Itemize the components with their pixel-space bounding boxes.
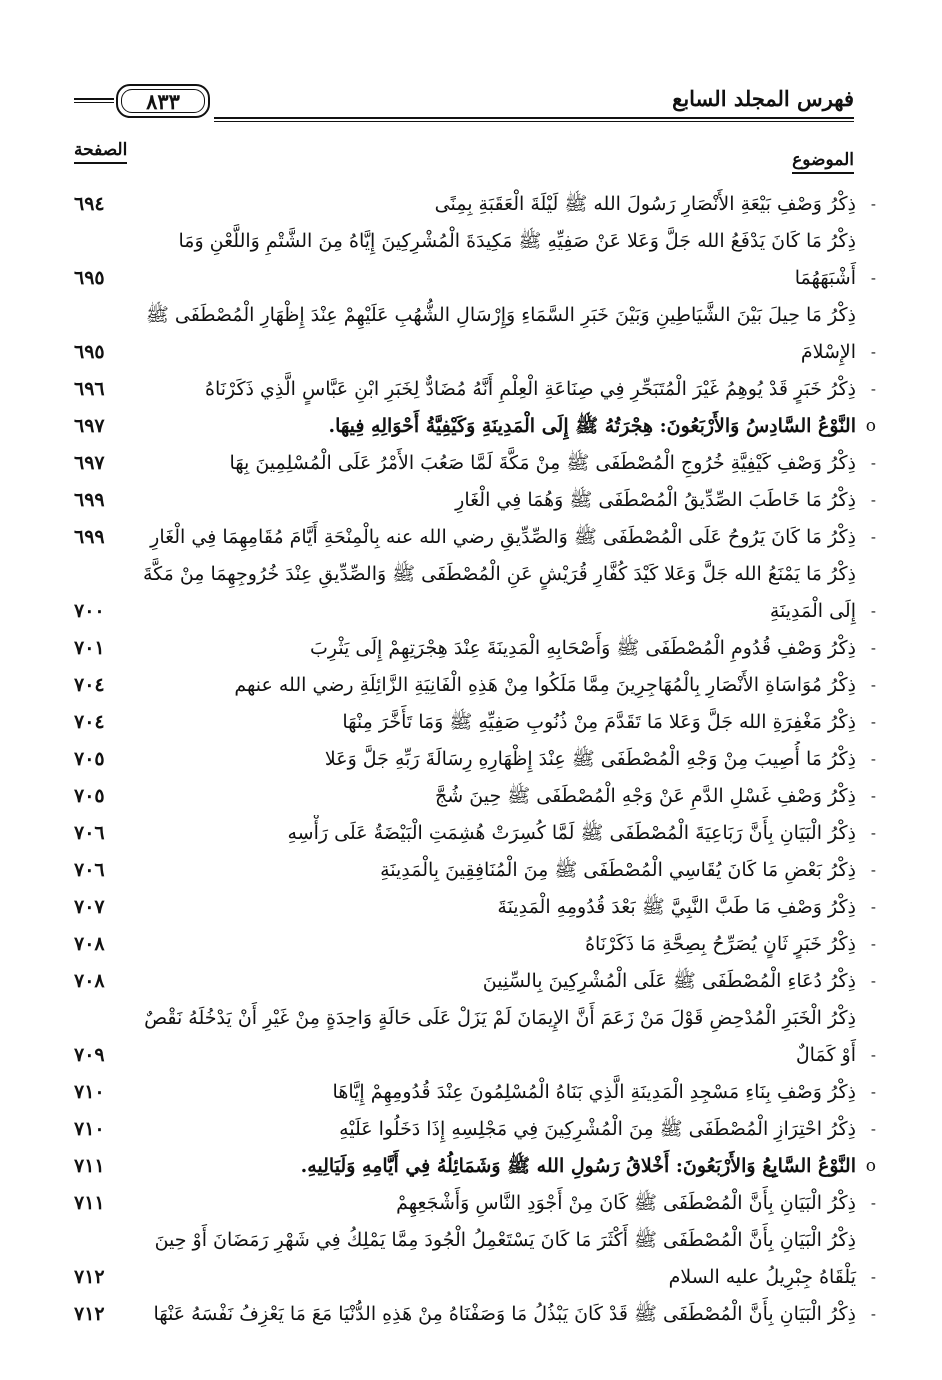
header-rule-right-thin [214, 121, 854, 122]
entry-page-number: ٧٠٥ [74, 785, 105, 807]
entry-title: ذِكْرُ الْبَيَانِ بِأَنَّ الْمُصْطَفَى ﷺ أَكْثَرَ مَا كَانَ يَسْتَعْمِلُ الْجُودَ مِمَّا يَمْلِكُ فِي شَهْرِ رَمَضَانَ أَوْ حِينَ يَلْقَاهُ جِبْرِيلُ عليه السلام [154, 1229, 856, 1288]
header-rule-left [74, 98, 114, 100]
entry-page-number: ٧٠٩ [74, 1044, 105, 1066]
index-entry [74, 1000, 876, 1074]
section-bullet: o [865, 416, 876, 436]
page-header [74, 80, 854, 124]
index-entry [74, 1111, 876, 1148]
header-rule-left-thin [74, 102, 114, 103]
entry-page-number: ٧٠٤ [74, 711, 105, 733]
index-entry [74, 815, 876, 852]
entry-page-number: ٧٠٥ [74, 748, 105, 770]
entry-page-number: ٦٩٥ [74, 267, 105, 289]
entry-title: ذِكْرُ الْبَيَانِ بِأَنَّ الْمُصْطَفَى ﷺ قَدْ كَانَ يَبْذُلُ مَا وَصَفْنَاهُ مِنْ هَذِهِ الدُّنْيَا مَعَ مَا يَعْزِفُ نَفْسَهُ عَنْهَا [153, 1303, 856, 1325]
entry-dash: - [870, 639, 876, 657]
entry-title: ذِكْرُ بَعْضِ مَا كَانَ يُقَاسِي الْمُصْطَفَى ﷺ مِنَ الْمُنَافِقِينَ بِالْمَدِينَةِ [380, 859, 856, 881]
entry-title: ذِكْرُ وَصْفِ بَيْعَةِ الأَنْصَارِ رَسُولَ الله ﷺ لَيْلَةَ الْعَقَبَةِ بِمِنًى [434, 193, 856, 215]
entry-page-number: ٧١١ [74, 1155, 105, 1177]
page-number-box [116, 84, 210, 118]
entry-title: ذِكْرُ وَصْفِ بِنَاءِ مَسْجِدِ الْمَدِينَةِ الَّذِي بَنَاهُ الْمُسْلِمُونَ عِنْدَ قُدُومِهِمْ إِيَّاهَا [332, 1081, 856, 1103]
entry-page-number: ٧٠٦ [74, 822, 105, 844]
entry-page-number: ٦٩٦ [74, 378, 105, 400]
entry-title: ذِكْرُ الْبَيَانِ بِأَنَّ الْمُصْطَفَى ﷺ كَانَ مِنْ أَجْوَدِ النَّاسِ وَأَشْجَعِهِمْ [396, 1192, 856, 1214]
entry-title: النَّوْعُ السَّادِسُ وَالأَرْبَعُونَ: هِجْرَتُهُ ﷺ إِلَى الْمَدِينَةِ وَكَيْفِيَّةُ أَحْوَالِهِ فِيهَا. [328, 415, 856, 437]
entry-dash: - [870, 1046, 876, 1064]
section-bullet: o [865, 1156, 876, 1176]
entry-dash: - [870, 343, 876, 361]
entry-dash: - [870, 454, 876, 472]
entry-dash: - [870, 898, 876, 916]
section-heading-entry [74, 408, 876, 445]
entry-title: ذِكْرُ وَصْفِ قُدُومِ الْمُصْطَفَى ﷺ وَأَصْحَابِهِ الْمَدِينَةَ عِنْدَ هِجْرَتِهِمْ إِلَى يَثْرِبَ [309, 637, 856, 659]
entry-page-number: ٧٠٧ [74, 896, 105, 918]
index-entry [74, 1296, 876, 1333]
index-entry [74, 852, 876, 889]
entry-dash: - [870, 1120, 876, 1138]
index-entry [74, 371, 876, 408]
entry-title: ذِكْرُ الْبَيَانِ بِأَنَّ رَبَاعِيَةَ الْمُصْطَفَى ﷺ لَمَّا كُسِرَتْ هُشِمَتِ الْبَيْضَةُ عَلَى رَأْسِهِ [287, 822, 856, 844]
entry-title: ذِكْرُ وَصْفِ غَسْلِ الدَّمِ عَنْ وَجْهِ الْمُصْطَفَى ﷺ حِينَ شُجَّ [435, 785, 856, 807]
entry-dash: - [870, 935, 876, 953]
entry-page-number: ٦٩٩ [74, 526, 105, 548]
index-entry [74, 186, 876, 223]
entry-title: ذِكْرُ مَا خَاطَبَ الصِّدِّيقُ الْمُصْطَفَى ﷺ وَهُمَا فِي الْغَارِ [455, 489, 856, 511]
entry-page-number: ٦٩٧ [74, 452, 105, 474]
entry-page-number: ٧٠٨ [74, 933, 105, 955]
entry-dash: - [870, 195, 876, 213]
index-entry [74, 223, 876, 297]
page-column-heading: الصفحة [74, 140, 127, 164]
entry-dash: - [870, 1268, 876, 1286]
entry-title: ذِكْرُ الْخَبَرِ الْمُدْحِضِ قَوْلَ مَنْ زَعَمَ أَنَّ الإِيمَانَ لَمْ يَزَلْ عَلَى حَالَةٍ وَاحِدَةٍ مِنْ غَيْرِ أَنْ يَدْخُلَهُ نَقْصٌ أَوْ كَمَالٌ [144, 1007, 856, 1066]
entry-title: النَّوْعُ السَّابِعُ وَالأَرْبَعُونَ: أَخْلاقُ رَسُولِ الله ﷺ وَشَمَائِلُهُ فِي أَيَّامِهِ وَلَيَالِيهِ. [300, 1155, 856, 1177]
entry-title: ذِكْرُ مَا كَانَ يَدْفَعُ الله جَلَّ وَعَلا عَنْ صَفِيِّهِ ﷺ مَكِيدَةَ الْمُشْرِكِينَ إِيَّاهُ مِنَ الشَّتْمِ وَاللَّعْنِ وَمَا أَشْبَهَهُمَا [178, 230, 856, 289]
index-entry [74, 519, 876, 556]
entry-dash: - [870, 713, 876, 731]
index-entry [74, 297, 876, 371]
entry-dash: - [870, 491, 876, 509]
entry-dash: - [870, 528, 876, 546]
entry-page-number: ٧١٠ [74, 1118, 105, 1140]
index-entry [74, 482, 876, 519]
index-entry [74, 704, 876, 741]
index-entry [74, 445, 876, 482]
entry-page-number: ٧٠٤ [74, 674, 105, 696]
entry-page-number: ٦٩٩ [74, 489, 105, 511]
entry-dash: - [870, 1083, 876, 1101]
entry-page-number: ٧١٢ [74, 1266, 105, 1288]
entry-page-number: ٧٠٠ [74, 600, 105, 622]
index-entry [74, 963, 876, 1000]
entry-page-number: ٧١١ [74, 1192, 105, 1214]
entry-title: ذِكْرُ خَبَرٍ قَدْ يُوهِمُ غَيْرَ الْمُتَبَحِّرِ فِي صِنَاعَةِ الْعِلْمِ أَنَّهُ مُضَادٌّ لِخَبَرِ ابْنِ عَبَّاسٍ الَّذِي ذَكَرْنَاهُ [204, 378, 856, 400]
entry-page-number: ٦٩٤ [74, 193, 105, 215]
page-number: ٨٣٣ [146, 89, 180, 114]
entry-page-number: ٧١٠ [74, 1081, 105, 1103]
entry-dash: - [870, 269, 876, 287]
entry-page-number: ٧٠٨ [74, 970, 105, 992]
entry-dash: - [870, 1194, 876, 1212]
entry-dash: - [870, 676, 876, 694]
entry-page-number: ٦٩٧ [74, 415, 105, 437]
entry-title: ذِكْرُ وَصْفِ مَا طَبَّ النَّبِيَّ ﷺ بَعْدَ قُدُومِهِ الْمَدِينَةَ [497, 896, 856, 918]
index-entry [74, 630, 876, 667]
entry-dash: - [870, 1305, 876, 1323]
section-heading-entry [74, 1148, 876, 1185]
header-rule-right [214, 117, 854, 119]
entry-title: ذِكْرُ مَا يَمْنَعُ الله جَلَّ وَعَلا كَيْدَ كُفَّارِ قُرَيْشٍ عَنِ الْمُصْطَفَى ﷺ وَالصِّدِّيقِ عِنْدَ خُرُوجِهِمَا مِنْ مَكَّةَ إِلَى الْمَدِينَةِ [142, 563, 856, 622]
index-entry [74, 889, 876, 926]
index-entries [74, 186, 876, 1333]
entry-title: ذِكْرُ مَا أُصِيبَ مِنْ وَجْهِ الْمُصْطَفَى ﷺ عِنْدَ إِظْهَارِهِ رِسَالَةَ رَبِّهِ جَلَّ وَعَلا [324, 748, 856, 770]
entry-dash: - [870, 972, 876, 990]
entry-title: ذِكْرُ احْتِرَازِ الْمُصْطَفَى ﷺ مِنَ الْمُشْرِكِينَ فِي مَجْلِسِهِ إِذَا دَخَلُوا عَلَيْهِ [339, 1118, 856, 1140]
topic-column-heading: الموضوع [792, 150, 854, 174]
entry-dash: - [870, 602, 876, 620]
entry-title: ذِكْرُ مَا حِيلَ بَيْنَ الشَّيَاطِينِ وَبَيْنَ خَبَرِ السَّمَاءِ وَإِرْسَالِ الشُّهُبِ عَلَيْهِمْ عِنْدَ إِظْهَارِ الْمُصْطَفَى ﷺ الإِسْلامَ [145, 304, 856, 363]
entry-dash: - [870, 750, 876, 768]
entry-page-number: ٦٩٥ [74, 341, 105, 363]
index-entry [74, 926, 876, 963]
entry-title: ذِكْرُ مُوَاسَاةِ الأَنْصَارِ بِالْمُهَاجِرِينَ مِمَّا مَلَكُوا مِنْ هَذِهِ الْفَانِيَةِ الزَّائِلَةِ رضي الله عنهم [234, 674, 856, 696]
entry-page-number: ٧٠٦ [74, 859, 105, 881]
entry-dash: - [870, 787, 876, 805]
index-entry [74, 741, 876, 778]
index-entry [74, 556, 876, 630]
entry-title: ذِكْرُ وَصْفِ كَيْفِيَّةِ خُرُوجِ الْمُصْطَفَى ﷺ مِنْ مَكَّةَ لَمَّا صَعُبَ الأَمْرُ عَلَى الْمُسْلِمِينَ بِهَا [229, 452, 856, 474]
entry-page-number: ٧١٢ [74, 1303, 105, 1325]
entry-dash: - [870, 824, 876, 842]
index-entry [74, 1185, 876, 1222]
entry-title: ذِكْرُ مَا كَانَ يَرُوحُ عَلَى الْمُصْطَفَى ﷺ وَالصِّدِّيقِ رضي الله عنه بِالْمِنْحَةِ أَيَّامَ مُقَامِهِمَا فِي الْغَارِ [150, 526, 856, 548]
entry-dash: - [870, 861, 876, 879]
entry-title: ذِكْرُ مَغْفِرَةِ الله جَلَّ وَعَلا مَا تَقَدَّمَ مِنْ ذُنُوبِ صَفِيِّهِ ﷺ وَمَا تَأَخَّرَ مِنْهَا [342, 711, 856, 733]
index-entry [74, 667, 876, 704]
entry-title: ذِكْرُ دُعَاءِ الْمُصْطَفَى ﷺ عَلَى الْمُشْرِكِينَ بِالسِّنِينَ [482, 970, 856, 992]
entry-page-number: ٧٠١ [74, 637, 105, 659]
entry-title: ذِكْرُ خَبَرٍ ثَانٍ يُصَرِّحُ بِصِحَّةِ مَا ذَكَرْنَاهُ [585, 933, 856, 955]
index-entry [74, 1074, 876, 1111]
index-entry [74, 778, 876, 815]
index-entry [74, 1222, 876, 1296]
running-title: فهرس المجلد السابع [672, 86, 854, 111]
entry-dash: - [870, 380, 876, 398]
